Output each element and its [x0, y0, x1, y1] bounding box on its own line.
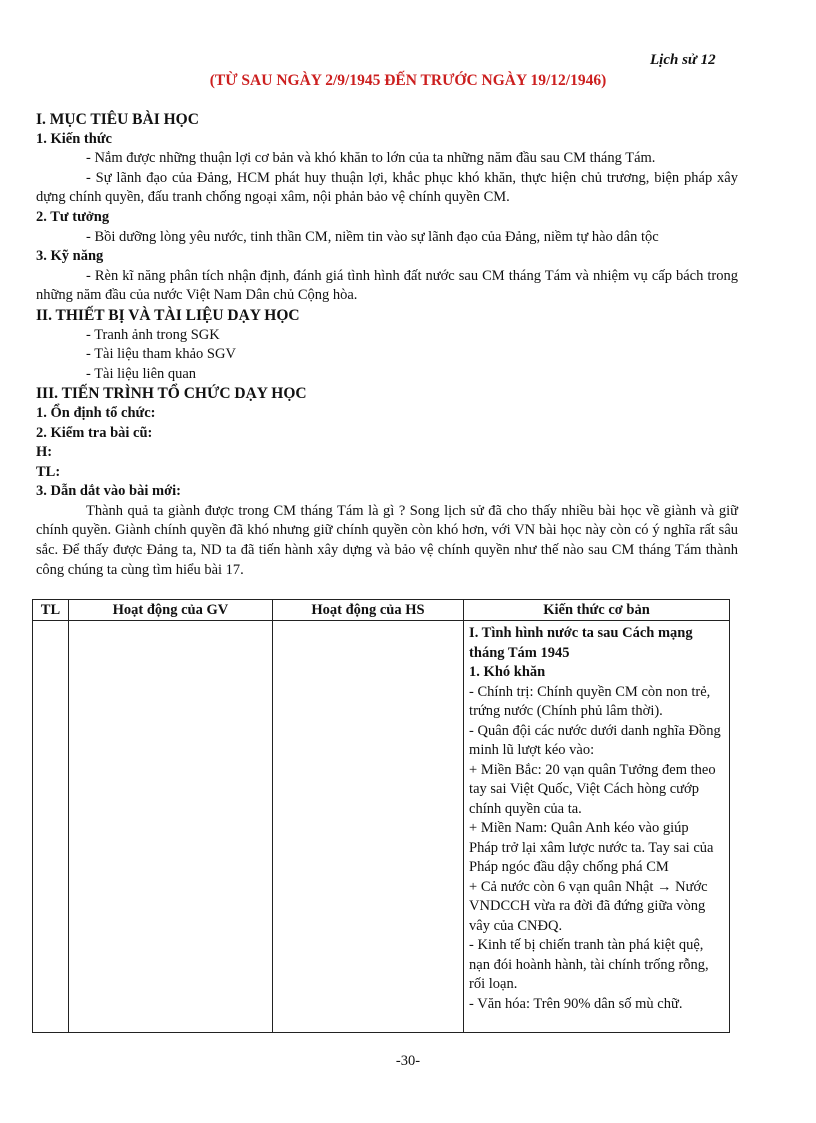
lesson-title: (TỪ SAU NGÀY 2/9/1945 ĐẾN TRƯỚC NGÀY 19/12/1946)	[209, 72, 607, 89]
answer-label: TL:	[36, 463, 61, 480]
subheading-ideology: 2. Tư tưởng	[36, 208, 110, 225]
knowledge-list-item: + Miền Nam: Quân Anh kéo vào giúp Pháp trở lại xâm lược nước ta. Tay sai của Pháp ngóc đầu dậy chống phá CM	[469, 820, 714, 875]
cell-teacher	[68, 621, 272, 1033]
page-number: -30-	[395, 1053, 421, 1069]
introduction-paragraph: Thành quả ta giành được trong CM tháng Tám là gì ? Song lịch sử đã cho thấy nhiều bài học về giành và giữ chính quyền. Giành chính quyền đã khó nhưng giữ chính quyền còn khó hơn, với VN bài học này còn có ý nghĩa rất sâu sắc. Để thấy được Đảng ta, ND ta đã tiến hành xây dựng và bảo vệ chính quyền như thế nào sau CM tháng Tám thành công chúng ta cùng tìm hiểu bài 17.	[36, 502, 738, 578]
skills-item: - Rèn kĩ năng phân tích nhận định, đánh giá tình hình đất nước sau CM tháng Tám và nhiệm vụ cấp bách trong những năm đầu của nước Việt Nam Dân chủ Cộng hòa.	[36, 267, 738, 304]
knowledge-item: - Sự lãnh đạo của Đảng, HCM phát huy thuận lợi, khắc phục khó khăn, thực hiện chủ trương, biện pháp xây dựng chính quyền, đấu tranh chống ngoại xâm, nội phản bảo vệ chính quyền CM.	[36, 169, 738, 206]
knowledge-list-item: + Cả nước còn 6 vạn quân Nhật → Nước VNDCCH vừa ra đời đã đứng giữa vòng vây của CNĐQ.	[469, 878, 708, 934]
equipment-item: - Tài liệu liên quan	[86, 365, 197, 382]
equipment-item: - Tranh ảnh trong SGK	[86, 326, 220, 343]
section-heading-process: III. TIẾN TRÌNH TỔ CHỨC DẠY HỌC	[36, 385, 307, 403]
column-header-knowledge: Kiến thức cơ bản	[464, 600, 730, 621]
section-heading-equipment: II. THIẾT BỊ VÀ TÀI LIỆU DẠY HỌC	[36, 306, 300, 324]
section-heading-objectives: I. MỤC TIÊU BÀI HỌC	[36, 111, 199, 128]
cell-knowledge	[464, 621, 730, 1033]
knowledge-item: - Nắm được những thuận lợi cơ bản và khó khăn to lớn của ta những năm đầu sau CM tháng Tám.	[86, 150, 656, 167]
knowledge-list-item: - Kinh tế bị chiến tranh tàn phá kiệt quệ, nạn đói hoành hành, tài chính trống rỗng, rối loạn.	[469, 937, 709, 992]
subheading-skills: 3. Kỹ năng	[36, 248, 104, 265]
knowledge-list-item: + Miền Bắc: 20 vạn quân Tưởng đem theo tay sai Việt Quốc, Việt Cách hòng cướp chính quyền của ta.	[469, 761, 716, 817]
cell-time	[33, 621, 69, 1033]
subject-label: Lịch sử 12	[650, 52, 716, 68]
question-label: H:	[36, 444, 53, 461]
knowledge-list-item: - Chính trị: Chính quyền CM còn non trẻ, trứng nước (Chính phủ lâm thời).	[469, 683, 711, 719]
equipment-item: - Tài liệu tham khảo SGV	[86, 346, 236, 363]
lesson-table	[32, 599, 730, 1033]
subheading-stabilize: 1. Ổn định tổ chức:	[36, 404, 156, 421]
ideology-item: - Bồi dưỡng lòng yêu nước, tinh thần CM, niềm tin vào sự lãnh đạo của Đảng, niềm tự hào dân tộc	[86, 228, 659, 245]
table-row	[33, 621, 730, 1033]
lesson-content	[36, 110, 738, 580]
subheading-introduction: 3. Dẫn dắt vào bài mới:	[36, 483, 181, 500]
subheading-knowledge: 1. Kiến thức	[36, 130, 112, 147]
column-header-student: Hoạt động của HS	[272, 600, 463, 621]
column-header-teacher: Hoạt động của GV	[68, 600, 272, 621]
column-header-time: TL	[33, 600, 69, 621]
table-header-row	[33, 600, 730, 621]
knowledge-list-item: - Quân đội các nước dưới danh nghĩa Đồng minh lũ lượt kéo vào:	[469, 722, 721, 758]
knowledge-heading: I. Tình hình nước ta sau Cách mạng tháng Tám 1945	[469, 625, 693, 661]
knowledge-subheading: 1. Khó khăn	[469, 664, 546, 680]
cell-student	[272, 621, 463, 1033]
knowledge-list-item: - Văn hóa: Trên 90% dân số mù chữ.	[469, 995, 683, 1012]
subheading-review: 2. Kiểm tra bài cũ:	[36, 424, 153, 441]
